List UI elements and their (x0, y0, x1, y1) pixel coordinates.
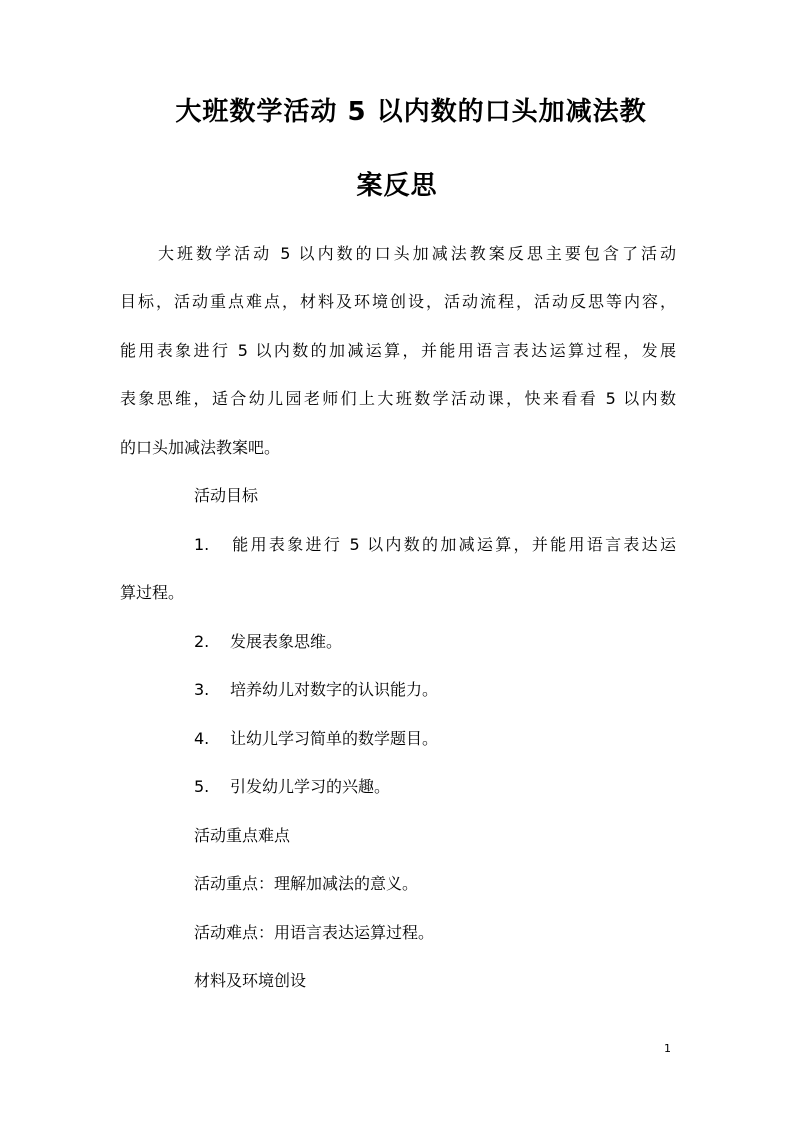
goal-item-2 (194, 634, 676, 650)
goal-number: 1. (194, 535, 210, 554)
goals-heading: 活动目标 (194, 486, 259, 505)
goal-number: 3. (194, 680, 210, 699)
goal-text: 发展表象思维。 (230, 632, 343, 651)
page-number: 1 (664, 1042, 671, 1055)
intro-line-5: 的口头加减法教案吧。 (120, 438, 281, 457)
document-title-line-2: 案反思 (356, 171, 438, 201)
goal-item-1 (194, 537, 676, 553)
intro-line-1: 大班数学活动 5 以内数的口头加减法教案反思主要包含了活动 (158, 244, 676, 263)
goal-number: 5. (194, 777, 210, 796)
goal-text: 培养幼儿对数字的认识能力。 (230, 680, 439, 699)
goal-text: 能用表象进行 5 以内数的加减运算，并能用语言表达运 (230, 535, 676, 554)
document-title-line-1: 大班数学活动 5 以内数的口头加减法教 (175, 97, 647, 127)
goal-item-3 (194, 682, 676, 698)
intro-line-2: 目标，活动重点难点，材料及环境创设，活动流程，活动反思等内容， (120, 292, 676, 311)
goal-item-1-continuation: 算过程。 (120, 583, 185, 602)
key-point-difficulty: 活动难点：用语言表达运算过程。 (194, 923, 435, 942)
goal-item-5 (194, 779, 676, 795)
goal-text: 让幼儿学习简单的数学题目。 (230, 729, 439, 748)
goal-text: 引发幼儿学习的兴趣。 (230, 777, 391, 796)
goal-number: 2. (194, 632, 210, 651)
intro-line-3: 能用表象进行 5 以内数的加减运算，并能用语言表达运算过程，发展 (120, 341, 676, 360)
materials-heading: 材料及环境创设 (194, 971, 307, 990)
key-point-focus: 活动重点：理解加减法的意义。 (194, 874, 419, 893)
key-points-heading: 活动重点难点 (194, 826, 291, 845)
goal-number: 4. (194, 729, 210, 748)
intro-line-4: 表象思维，适合幼儿园老师们上大班数学活动课，快来看看 5 以内数 (120, 389, 676, 408)
goal-item-4 (194, 731, 676, 747)
